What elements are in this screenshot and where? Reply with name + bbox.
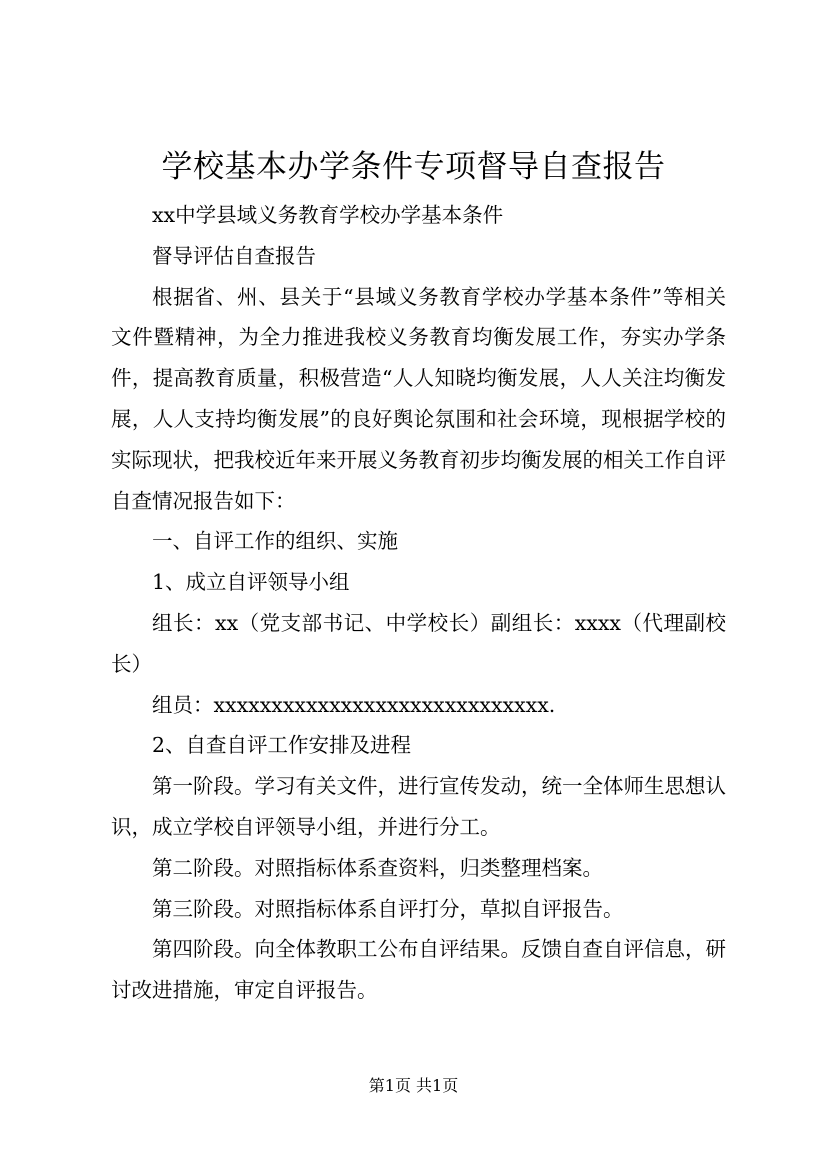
page-footer: 第1页 共1页: [368, 1076, 459, 1095]
paragraph-subtitle-line-2: 督导评估自查报告: [152, 243, 316, 268]
paragraph-subtitle-line-1: xx中学县域义务教育学校办学基本条件: [152, 203, 504, 227]
paragraph-leaders: 组长：xx（党支部书记、中学校长）副组长：xxxx（代理副校长）: [111, 610, 726, 676]
paragraph-members: 组员：xxxxxxxxxxxxxxxxxxxxxxxxxxxxx.: [152, 692, 556, 717]
section-heading-1: 一、自评工作的组织、实施: [152, 529, 398, 554]
paragraph-stage-2: 第二阶段。对照指标体系查资料，归类整理档案。: [152, 855, 603, 880]
paragraph-stage-3: 第三阶段。对照指标体系自评打分，草拟自评报告。: [152, 896, 624, 921]
subsection-heading-1: 1、成立自评领导小组: [152, 570, 350, 595]
document-title: 学校基本办学条件专项督导自查报告: [161, 149, 666, 185]
paragraph-intro: 根据省、州、县关于“县域义务教育学校办学基本条件”等相关文件暨精神，为全力推进我校义务教育均衡发展工作，夯实办学条件，提高教育质量，积极营造“人人知晓均衡发展，人人关注均衡发展，人人支持均衡发展”的良好舆论氛围和社会环境，现根据学校的实际现状，把我校近年来开展义务教育初步均衡发展的相关工作自评自查情况报告如下：: [111, 284, 726, 513]
paragraph-stage-1: 第一阶段。学习有关文件，进行宣传发动，统一全体师生思想认识，成立学校自评领导小组，并进行分工。: [111, 774, 726, 839]
paragraph-stage-4: 第四阶段。向全体教职工公布自评结果。反馈自查自评信息，研讨改进措施，审定自评报告。: [111, 937, 726, 1003]
subsection-heading-2: 2、自查自评工作安排及进程: [152, 733, 412, 758]
document-body: [111, 195, 726, 1011]
